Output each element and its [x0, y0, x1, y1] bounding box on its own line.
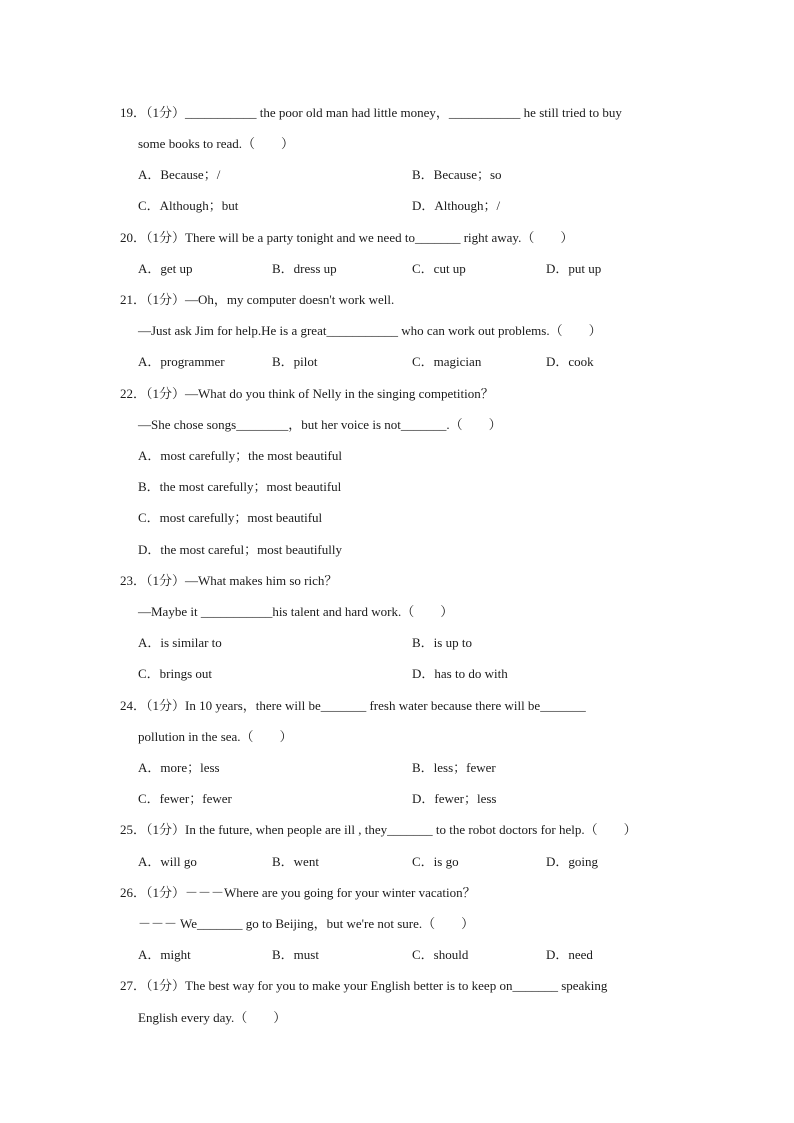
- question-24-option-b: B．less；fewer: [412, 760, 496, 775]
- question-26-option-d: D．need: [546, 947, 593, 962]
- question-26-line-2: －－－ We_______ go to Beijing，but we're not sure.（ ）: [138, 916, 475, 931]
- question-25-line-1: 25．（1分）In the future, when people are ill , they_______ to the robot doctors for help.（ ）: [120, 822, 637, 837]
- question-24-option-a: A．more；less: [138, 760, 220, 775]
- question-26-option-b: B．must: [272, 947, 319, 962]
- question-22-option-d: D．the most careful；most beautifully: [138, 542, 342, 557]
- question-27-line-1: 27．（1分）The best way for you to make your English better is to keep on_______ speaking: [120, 978, 608, 993]
- question-24-line-1: 24．（1分）In 10 years，there will be_______ fresh water because there will be_______: [120, 698, 586, 713]
- question-19-option-b: B．Because；so: [412, 167, 502, 182]
- question-23-option-d: D．has to do with: [412, 666, 508, 681]
- question-22-option-b: B．the most carefully；most beautiful: [138, 479, 342, 494]
- question-19-line-2: some books to read.（ ）: [138, 136, 294, 151]
- question-23-line-1: 23．（1分）—What makes him so rich？: [120, 573, 338, 588]
- question-19-option-d: D．Although；/: [412, 198, 501, 213]
- question-22-line-2: —She chose songs________，but her voice is not_______.（ ）: [138, 417, 502, 432]
- question-20-option-a: A．get up: [138, 261, 193, 276]
- question-25-option-d: D．going: [546, 854, 599, 869]
- question-24-option-d: D．fewer；less: [412, 791, 497, 806]
- question-22-line-1: 22．（1分）—What do you think of Nelly in the singing competition？: [120, 386, 494, 401]
- question-22-option-c: C．most carefully；most beautiful: [138, 510, 323, 525]
- question-21-option-d: D．cook: [546, 354, 594, 369]
- question-24-option-c: C．fewer；fewer: [138, 791, 232, 806]
- question-19-option-a: A．Because；/: [138, 167, 221, 182]
- question-27-line-2: English every day.（ ）: [138, 1010, 287, 1025]
- question-22-option-a: A．most carefully；the most beautiful: [138, 448, 342, 463]
- question-20-option-c: C．cut up: [412, 261, 466, 276]
- question-26-option-a: A．might: [138, 947, 191, 962]
- question-19-line-1: 19．（1分）___________ the poor old man had little money，___________ he still tried to buy: [120, 105, 622, 120]
- question-25-option-a: A．will go: [138, 854, 197, 869]
- question-25-option-b: B．went: [272, 854, 319, 869]
- question-23-option-a: A．is similar to: [138, 635, 222, 650]
- question-26-line-1: 26．（1分）－－－Where are you going for your winter vacation？: [120, 885, 476, 900]
- question-23-option-b: B．is up to: [412, 635, 472, 650]
- question-20-option-d: D．put up: [546, 261, 602, 276]
- question-26-option-c: C．should: [412, 947, 469, 962]
- question-23-line-2: —Maybe it ___________his talent and hard work.（ ）: [138, 604, 454, 619]
- question-20-line-1: 20．（1分）There will be a party tonight and we need to_______ right away.（ ）: [120, 230, 574, 245]
- question-24-line-2: pollution in the sea.（ ）: [138, 729, 293, 744]
- question-21-line-1: 21．（1分）—Oh，my computer doesn't work well.: [120, 292, 395, 307]
- question-20-option-b: B．dress up: [272, 261, 337, 276]
- question-21-option-c: C．magician: [412, 354, 482, 369]
- question-21-line-2: —Just ask Jim for help.He is a great___________ who can work out problems.（ ）: [138, 323, 602, 338]
- question-25-option-c: C．is go: [412, 854, 459, 869]
- question-21-option-a: A．programmer: [138, 354, 225, 369]
- question-19-option-c: C．Although；but: [138, 198, 239, 213]
- question-21-option-b: B．pilot: [272, 354, 318, 369]
- question-23-option-c: C．brings out: [138, 666, 213, 681]
